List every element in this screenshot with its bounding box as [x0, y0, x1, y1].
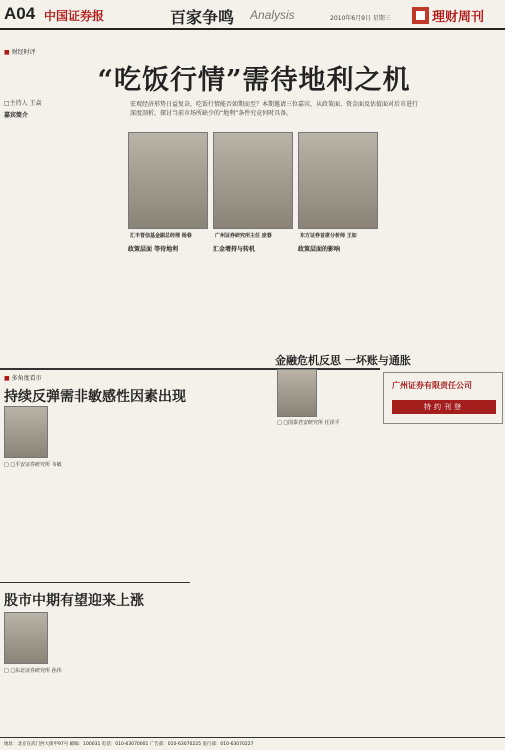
column-name-en: Analysis — [250, 8, 295, 22]
author-photo-2 — [4, 406, 48, 458]
photo-caption-2: 广州证券研究所主任 庞春 — [215, 233, 272, 239]
guest-photo-3 — [298, 132, 378, 229]
left-subhead: 嘉宾简介 — [4, 112, 29, 119]
col2-subhead: 政策层面 等待地利 — [128, 246, 179, 253]
section3-title: 股市中期有望迎来上涨 — [4, 593, 144, 609]
byline: □主持人 王焱 — [4, 100, 42, 107]
page-number: A04 — [4, 4, 36, 23]
guest-photo-1 — [128, 132, 208, 229]
photo-caption-3: 东方证券首席分析师 王如 — [300, 233, 357, 239]
page-footer: 地址：北京宣武门西大街甲97号 邮编：100031 电话：010-63070001 广告部：010-63070225 发行部：010-63070227 — [0, 737, 505, 750]
author-photo-3 — [4, 612, 48, 664]
author-photo-4 — [277, 369, 317, 417]
right-column — [383, 96, 503, 366]
column-name: 百家争鸣 — [170, 8, 235, 27]
section3-author: □ □东北证券研究所 孙伟 — [4, 667, 104, 674]
section3-divider — [0, 582, 190, 583]
brand-logo — [412, 5, 502, 25]
sponsor-org: 广州证券有限责任公司 — [392, 381, 472, 390]
photo-caption-1: 汇丰晋信基金副总经理 杨春 — [130, 233, 192, 239]
section-tag: ■ 财经时评 — [4, 47, 36, 56]
section2-author: □ □平安证券研究所 韦敏 — [4, 461, 74, 468]
left-body — [4, 119, 124, 349]
brand-name: 理财周刊 — [432, 9, 485, 25]
col4-subhead: 政策层面的影响 — [298, 246, 341, 253]
section2-title: 持续反弹需非敏感性因素出现 — [4, 389, 186, 405]
section-tag-2: ■ 多角度看市 — [4, 373, 42, 382]
guest-photo-2 — [213, 132, 293, 229]
section4-title: 金融危机反思 一坏账与通胀 — [275, 354, 411, 367]
sponsor-slogan: 特约刊登 — [392, 400, 496, 414]
section4-author: □ □国泰君安研究所 任泽平 — [277, 419, 377, 426]
col3-subhead: 汇金增持与转机 — [213, 246, 256, 253]
section-divider — [0, 368, 380, 370]
body-column-3 — [213, 244, 293, 354]
headline: “吃饭行情”需待地利之机 — [97, 65, 411, 96]
paper-name: 中国证券报 — [44, 9, 105, 23]
body-column-4 — [298, 244, 378, 354]
brand-mark-icon — [412, 7, 429, 24]
body-column-2 — [128, 244, 208, 354]
left-column — [4, 110, 124, 355]
deck-text: 宏观经济形势日益复杂，吃饭行情能否如期而至？本期邀请三位嘉宾，从政策面、资金面及估值面对后市进行深度剖析，探讨当前市场所缺少的“地利”条件究竟何时具备。 — [130, 101, 419, 117]
issue-date: 2010年6月9日 星期三 — [330, 15, 391, 22]
